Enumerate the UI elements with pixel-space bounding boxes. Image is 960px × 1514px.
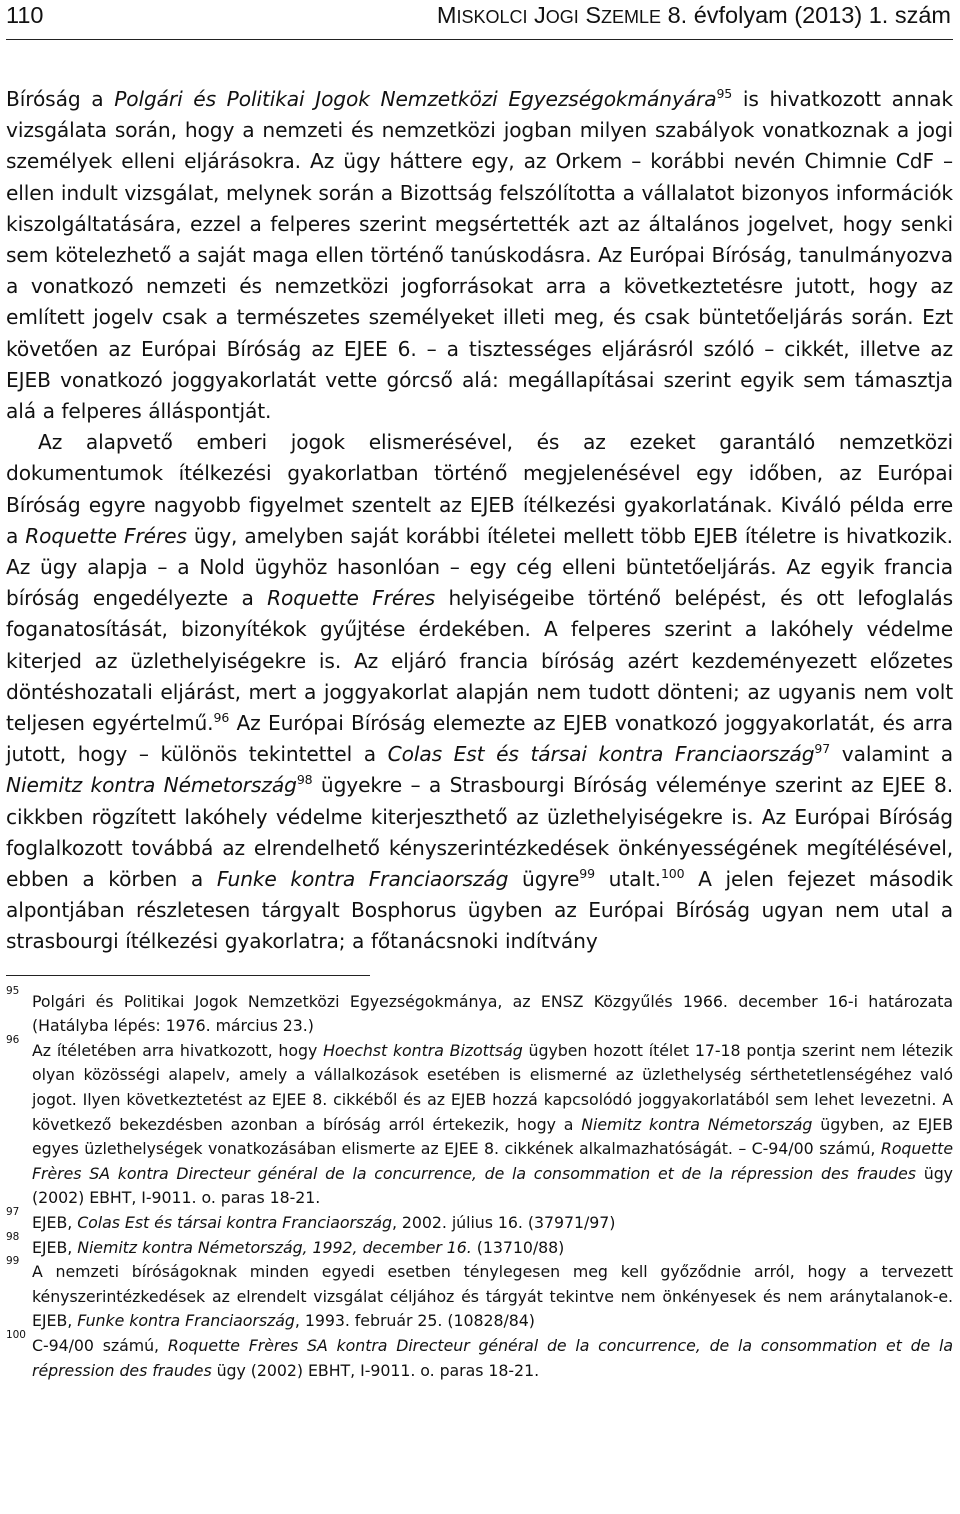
text-run: ügyre	[508, 867, 580, 892]
footnote-text: EJEB,	[32, 1237, 78, 1257]
text-run: utalt.	[594, 867, 661, 892]
paragraph	[6, 427, 953, 957]
italic-title: Funke kontra Franciaország	[77, 1311, 295, 1331]
footnote-mark: 98	[6, 1230, 20, 1243]
footnote-text: ügy (2002) EBHT, I-9011. o. paras 18-21.	[211, 1360, 540, 1380]
footnote-mark: 96	[6, 1033, 20, 1046]
italic-title: Roquette Frères SA kontra Directeur général de la concurrence, de la consommation et de la répression des fraudes	[32, 1336, 954, 1380]
footnote-text: Polgári és Politikai Jogok Nemzetközi Egyezségokmánya, az ENSZ Közgyűlés 1966. december 16-i határozata (Hatályba lépés: 1976. március 23.)	[32, 991, 953, 1036]
italic-title: Colas Est és társai kontra Franciaország	[77, 1213, 392, 1233]
paragraph	[6, 84, 953, 427]
footnote-text: Az ítéletében arra hivatkozott, hogy	[32, 1040, 324, 1060]
footnote-text: ügy (2002) EBHT, I-9011. o. paras 18-21.	[32, 1163, 953, 1208]
text-run: A jelen fejezet második alpontjában részletesen tárgyalt Bosphorus ügyben az Európai Bíróság ugyan nem utal a strasbourgi ítélkezési gyakorlatra; a főtanácsnoki indítvány	[6, 867, 954, 954]
footnote-mark: 99	[6, 1255, 20, 1268]
issue-info: 8. évfolyam (2013) 1. szám	[667, 2, 951, 28]
italic-title: Niemitz kontra Németország	[581, 1114, 813, 1134]
footnotes	[6, 984, 954, 1384]
footnote-ref[interactable]: 97	[814, 741, 831, 757]
footnote-text: A nemzeti bíróságoknak minden egyedi esetben ténylegesen meg kell győződnie arról, hogy a tervezett kényszerintézkedések az elrendelt vizsgálat céljához és tárgyát tekintve nem önkényesek és nem aránytalanok-e. EJEB,	[32, 1262, 953, 1331]
text-run: ügy, amelyben saját korábbi ítéletei mellett több EJEB ítéletre is hivatkozik. Az ügy alapja – a Nold ügyhöz hasonlóan – egy cég elleni büntetőeljárás. Az egyik francia bíróság engedélyezte a	[6, 523, 953, 611]
footnote-mark: 97	[6, 1206, 20, 1219]
italic-title: Roquette Fréres	[267, 586, 436, 611]
footnote-separator	[6, 975, 370, 976]
footnote-ref[interactable]: 96	[213, 709, 230, 725]
text-run: valamint a	[830, 742, 953, 767]
footnote-ref[interactable]: 98	[296, 772, 313, 788]
italic-title: Niemitz kontra Németország	[6, 773, 297, 798]
italic-title: Polgári és Politikai Jogok Nemzetközi Egyezségokmányára	[114, 87, 717, 111]
title-rest: ISKOLCI	[456, 7, 528, 27]
footnote-text: ügyben hozott ítélet 17-18 pontja szerint nem létezik olyan közösségi alapelv, amely a vállalkozások esetében is elismerné az üzlethelység sérthetetlenségéhez való jogot. Ilyen következtetést az EJEE 8. cikkéből és az EJEB hozzá kapcsolódó joggyakorlatából sem lehet levezetni. A következő bekezdésben azonban a bíróság arról értekezik, hogy a	[32, 1040, 953, 1134]
footnote-mark: 100	[6, 1329, 26, 1341]
title-initial: J	[534, 2, 546, 28]
footnote	[6, 1329, 954, 1383]
footnote-text: , 2002. július 16. (37971/97)	[391, 1213, 616, 1233]
footnote-text: (13710/88)	[471, 1237, 565, 1257]
footnote-text: , 1993. február 25. (10828/84)	[294, 1311, 535, 1331]
title-rest: OGI	[545, 7, 579, 27]
text-run: helyiségeibe történő belépést, és ott lefoglalás foganatosítását, bizonyítékok gyűjtése érdekében. A felperes szerint a lakóhely védelme kiterjed az üzlethelyiségekre is. Az eljáró francia bíróság azért kezdeményezett előzetes döntéshozatali eljárást, mert a joggyakorlat alapján nem tudott dönteni; az ugyanis nem volt teljesen egyértelmű.	[6, 586, 953, 736]
journal-title	[126, 2, 953, 29]
footnote	[6, 984, 953, 1039]
footnote-text: C-94/00 számú,	[32, 1336, 168, 1355]
text-run: is hivatkozott annak vizsgálata során, hogy a nemzeti és nemzetközi jogban milyen szabályok vonatkoznak a jogi személyek elleni eljárásokra. Az ügy háttere egy, az Orkem – korábbi nevén Chimnie CdF – ellen indult vizsgálat, melynek során a Bizottság felszólította a vállalatot bizonyos információk kiszolgáltatására, ezzel a felperes szerint megsértették azt az általános jogelvet, hogy senki sem kötelezhető a saját maga ellen történő tanúskodásra. Az Európai Bíróság, tanulmányozva a vonatkozó nemzeti és nemzetközi jogforrásokat arra a következtetésre jutott, hogy az említett jogelv csak a természetes személyeket illeti meg, és csak büntetőeljárás során. Ezt követően az Európai Bíróság az EJEE 6. – a tisztességes eljárásról szóló – cikkét, illetve az EJEB vonatkozó joggyakorlatát vette górcső alá: megállapításai szerint egyik sem támasztja alá a felperes álláspontját.	[6, 87, 953, 424]
footnote	[6, 1206, 953, 1236]
italic-title: Roquette Frères SA kontra Directeur général de la concurrence, de la consommation et de la répression des fraudes	[32, 1139, 953, 1183]
footnote	[6, 1033, 953, 1211]
footnote	[6, 1230, 953, 1261]
italic-title: Roquette Fréres	[25, 523, 187, 548]
text-run: Bíróság a	[6, 87, 115, 111]
footnote-ref[interactable]: 99	[579, 865, 595, 881]
title-initial: M	[436, 2, 457, 28]
footnote-ref[interactable]: 95	[716, 85, 733, 101]
body-text	[6, 84, 953, 958]
page-number: 110	[6, 2, 44, 28]
footnote-text: ügyben, az EJEB egyes üzlethelységek vonatkozásában elismerte az EJEE 8. cikkének alkalmazhatóságát. – C-94/00 számú,	[32, 1114, 953, 1159]
text-run: ügyekre – a Strasbourgi Bíróság véleménye szerint az EJEE 8. cikkben rögzített lakóhely védelme kiterjeszthető az üzlethelyiségekre is. Az Európai Bíróság foglalkozott továbbá az elrendelhető kényszerintézkedések önkényességének megítélésével, ebben a körben a	[6, 773, 953, 892]
title-rest: ZEMLE	[601, 7, 662, 27]
footnote-mark: 95	[6, 984, 20, 997]
footnote-text: EJEB,	[32, 1213, 78, 1233]
footnote	[6, 1255, 953, 1334]
title-initial: S	[585, 2, 602, 28]
footnote-ref[interactable]: 100	[660, 865, 685, 881]
italic-title: Hoechst kontra Bizottság	[323, 1040, 523, 1060]
italic-title: Niemitz kontra Németország, 1992, december 16.	[77, 1237, 472, 1257]
text-run: Az Európai Bíróság elemezte az EJEB vonatkozó joggyakorlatát, és arra jutott, hogy – különös tekintettel a	[6, 711, 953, 767]
italic-title: Funke kontra Franciaország	[216, 867, 509, 892]
running-header	[6, 0, 953, 40]
italic-title: Colas Est és társai kontra Franciaország	[387, 742, 815, 767]
text-run: Az alapvető emberi jogok elismerésével, és az ezeket garantáló nemzetközi dokumentumok ítélkezési gyakorlatban történő megjelenésével egy időben, az Európai Bíróság egyre nagyobb figyelmet szentelt az EJEB ítélkezési gyakorlatának. Kiváló példa erre a	[6, 430, 953, 548]
